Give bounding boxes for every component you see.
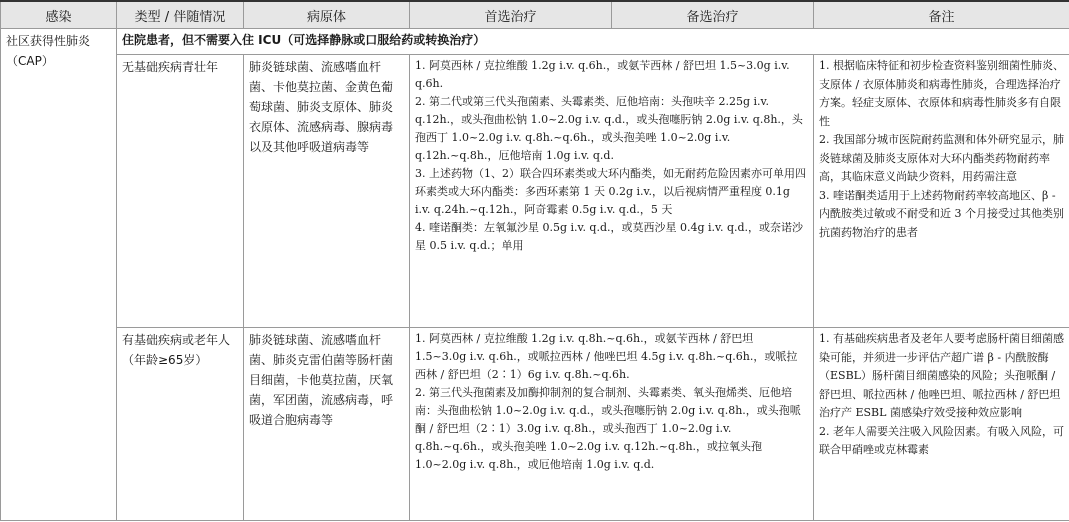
header-alternative-treatment: 备选治疗 [612, 1, 814, 29]
treatment-item: 1. 阿莫西林 / 克拉维酸 1.2g i.v. q.8h.~q.6h.，或氨苄西林 / 舒巴坦 1.5~3.0g i.v. q.6h.，或哌拉西林 / 他唑巴坦 4.5g i.v. q.8h.~q.6h.，或哌拉西林 / 舒巴坦（2∶1）6g i.v. q.8h.~q.6h. [415, 332, 798, 381]
treatment-item: 4. 喹诺酮类：左氧氟沙星 0.5g i.v. q.d.，或莫西沙星 0.4g i.v. q.d.，或奈诺沙星 0.5 i.v. q.d.；单用 [415, 221, 804, 252]
note-item: 2. 老年人需要关注吸入风险因素。有吸入风险，可联合甲硝唑或克林霉素 [819, 424, 1064, 456]
header-type: 类型 / 伴随情况 [117, 1, 244, 29]
treatment-item: 2. 第二代或第三代头孢菌素、头霉素类、厄他培南：头孢呋辛 2.25g i.v. q.12h.，或头孢曲松钠 1.0~2.0g i.v. q.d.，或头孢噻肟钠 2.0g i.v. q.8h.，头孢西丁 1.0~2.0g i.v. q.8h.~q.6h.，或头孢美唑 1.0~2.0g i.v. q.12h.~q.8h.，厄他培南 1.0g i.v. q.d. [415, 95, 803, 162]
section-row [1, 29, 1069, 55]
pathogen-cell: 肺炎链球菌、流感嗜血杆菌、肺炎克雷伯菌等肠杆菌目细菌，卡他莫拉菌，厌氧菌，军团菌，流感病毒，呼吸道合胞病毒等 [244, 328, 410, 521]
table-row [1, 328, 1069, 521]
note-item: 1. 有基础疾病患者及老年人要考虑肠杆菌目细菌感染可能，并须进一步评估产超广谱 β - 内酰胺酶（ESBL）肠杆菌目细菌感染的风险；头孢哌酮 / 舒巴坦、哌拉西林 / 他唑巴坦、哌拉西林 / 舒巴坦治疗产 ESBL 菌感染疗效受接种效应影响 [819, 332, 1064, 419]
type-cell: 有基础疾病或老年人（年龄≥65岁） [117, 328, 244, 521]
note-item: 3. 喹诺酮类适用于上述药物耐药率较高地区、β - 内酰胺类过敏或不耐受和近 3 个月接受过其他类别抗菌药物治疗的患者 [819, 188, 1064, 239]
treatment-cell [410, 328, 814, 521]
header-infection: 感染 [1, 1, 117, 29]
infection-cell: 社区获得性肺炎（CAP） [1, 29, 117, 521]
note-item: 1. 根据临床特征和初步检查资料鉴别细菌性肺炎、支原体 / 衣原体肺炎和病毒性肺炎，合理选择治疗方案。轻症支原体、衣原体和病毒性肺炎多有自限性 [819, 59, 1064, 128]
notes-cell [814, 328, 1069, 521]
notes-cell [814, 55, 1069, 328]
table-row [1, 55, 1069, 328]
section-title: 住院患者，但不需要入住 ICU（可选择静脉或口服给药或转换治疗） [117, 29, 1069, 55]
header-notes: 备注 [814, 1, 1069, 29]
pathogen-cell: 肺炎链球菌、流感嗜血杆菌、卡他莫拉菌、金黄色葡萄球菌、肺炎支原体、肺炎衣原体、流感病毒、腺病毒以及其他呼吸道病毒等 [244, 55, 410, 328]
treatment-item: 3. 上述药物（1、2）联合四环素类或大环内酯类，如无耐药危险因素亦可单用四环素类或大环内酯类：多西环素第 1 天 0.2g i.v.，以后视病情严重程度 0.1g i.v. q.24h.~q.12h.，阿奇霉素 0.5g i.v. q.d.，5 天 [415, 167, 806, 216]
header-row [1, 1, 1069, 29]
header-primary-treatment: 首选治疗 [410, 1, 612, 29]
type-cell: 无基础疾病青壮年 [117, 55, 244, 328]
treatment-cell [410, 55, 814, 328]
note-item: 2. 我国部分城市医院耐药监测和体外研究显示，肺炎链球菌及肺炎支原体对大环内酯类药物耐药率高，其临床意义尚缺少资料，用药需注意 [819, 133, 1064, 183]
header-pathogen: 病原体 [244, 1, 410, 29]
treatment-item: 2. 第三代头孢菌素及加酶抑制剂的复合制剂、头霉素类、氧头孢烯类、厄他培南：头孢曲松钠 1.0~2.0g i.v. q.d.，或头孢噻肟钠 2.0g i.v. q.8h.，或头孢哌酮 / 舒巴坦（2∶1）3.0g i.v. q.8h.，或头孢西丁 1.0~2.0g i.v. q.8h.~q.6h.，或头孢美唑 1.0~2.0g i.v. q.12h.~q.8h.，或拉氧头孢 1.0~2.0g i.v. q.8h.，或厄他培南 1.0g i.v. q.d. [415, 386, 801, 471]
treatment-item: 1. 阿莫西林 / 克拉维酸 1.2g i.v. q.6h.，或氨苄西林 / 舒巴坦 1.5~3.0g i.v. q.6h. [415, 59, 790, 90]
